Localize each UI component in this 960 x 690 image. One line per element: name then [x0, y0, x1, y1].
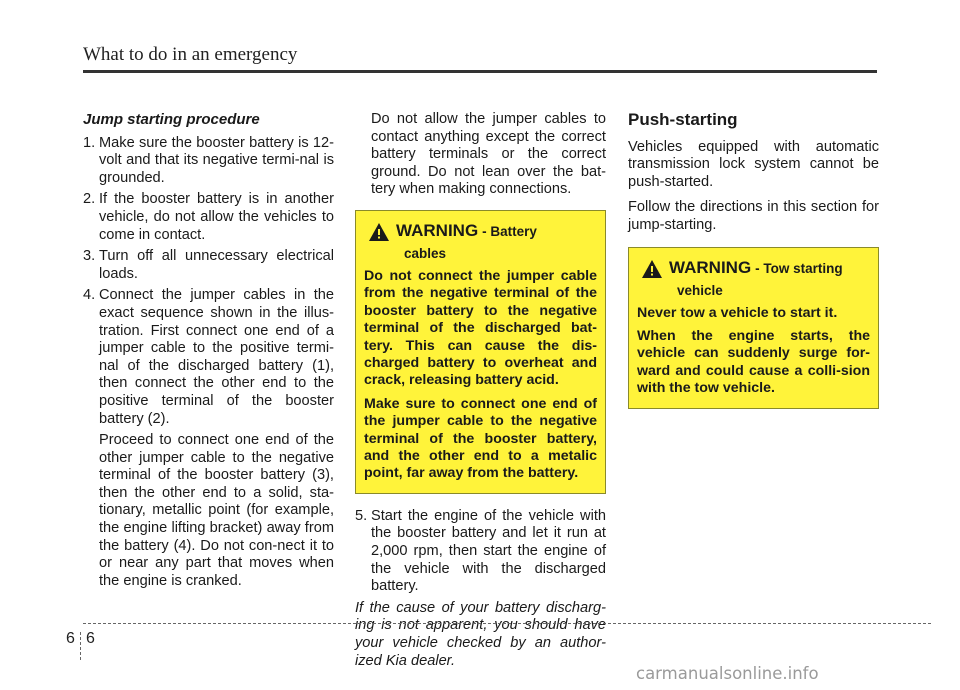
- step-text: If the booster battery is in another vehicle, do not allow the vehicles to come in contact.: [99, 191, 334, 243]
- column-middle: [355, 111, 606, 670]
- warning-box-tow-starting: [628, 247, 879, 409]
- warning-paragraph: Do not connect the jumper cable from the negative terminal of the booster battery to the negative terminal of the discharged bat-tery. This can cause the dis-charged battery to overheat and crack, releasing battery acid.: [364, 267, 597, 389]
- column-right: [628, 111, 879, 409]
- warning-paragraph: Make sure to connect one end of the jumper cable to the negative terminal of the booster battery, and the other end to a metalic point, far away from the battery.: [364, 395, 597, 482]
- step-text: Connect the jumper cables in the exact sequence shown in the illus-tration. First connect one end of a jumper cable to the positive termi-nal of the discharged battery (1), then connect the other end to the positive terminal of the booster battery (2).: [99, 287, 334, 427]
- warning-triangle-icon: [368, 222, 390, 242]
- step-item: [355, 508, 606, 596]
- step-item: [83, 191, 334, 244]
- step-number: 3.: [83, 248, 96, 265]
- intro-paragraph: Do not allow the jumper cables to contact anything except the correct battery terminals or the correct ground. Do not lean over the bat-tery when making connections.: [371, 111, 606, 198]
- warning-paragraph: Never tow a vehicle to start it.: [637, 304, 838, 321]
- section-heading: Push-starting: [628, 110, 738, 129]
- warning-subtitle: - Tow starting: [755, 260, 843, 276]
- warning-subtitle-cont: vehicle: [677, 282, 723, 298]
- body-paragraph: Vehicles equipped with automatic transmission lock system cannot be push-started.: [628, 138, 879, 190]
- step-number: 1.: [83, 134, 96, 151]
- step-item: [83, 135, 334, 188]
- warning-box-battery-cables: [355, 210, 606, 494]
- page-number-separator: [80, 632, 81, 660]
- warning-paragraph: When the engine starts, the vehicle can suddenly surge for-ward and could cause a colli-sion with the tow vehicle.: [637, 327, 870, 397]
- section-subhead: Jump starting procedure: [83, 111, 260, 128]
- page-header-title: What to do in an emergency: [83, 44, 298, 65]
- step-text: Start the engine of the vehicle with the booster battery and let it run at 2,000 rpm, then start the engine of the vehicle with the discharged battery.: [371, 507, 606, 595]
- watermark-text[interactable]: carmanualsonline.info: [636, 664, 819, 683]
- step-item: [83, 287, 334, 428]
- chapter-number: 6: [66, 630, 75, 647]
- warning-triangle-icon: [641, 259, 663, 279]
- warning-header: [364, 221, 597, 242]
- warning-subtitle-cont: cables: [404, 245, 447, 261]
- body-paragraph: Follow the directions in this section for jump-starting.: [628, 199, 879, 233]
- step-text: Turn off all unnecessary electrical loads.: [99, 248, 334, 282]
- warning-label: WARNING: [396, 220, 479, 240]
- footer-rule: [83, 623, 931, 624]
- column-left: [83, 111, 334, 590]
- header-rule: [83, 70, 877, 73]
- step-number: 4.: [83, 287, 96, 304]
- page-number: 6: [86, 630, 95, 647]
- warning-subtitle: - Battery: [482, 223, 537, 239]
- proceed-paragraph: Proceed to connect one end of the other jumper cable to the negative terminal of the booster battery (3), then the other end to a solid, sta-tionary, metallic point (for example, the engine lifting bracket) away from the battery (4). Do not con-nect it to or near any part that moves when the engine is cranked.: [99, 432, 334, 589]
- step-text: Make sure the booster battery is 12-volt and that its negative termi-nal is grounded.: [99, 134, 334, 186]
- step-item: [83, 248, 334, 283]
- note-paragraph: If the cause of your battery discharg-ing is not apparent, you should have your vehicle checked by an author-ized Kia dealer.: [355, 599, 606, 669]
- step-number: 2.: [83, 191, 96, 208]
- warning-label: WARNING: [669, 257, 752, 277]
- warning-header: [637, 258, 870, 279]
- step-number: 5.: [355, 507, 368, 524]
